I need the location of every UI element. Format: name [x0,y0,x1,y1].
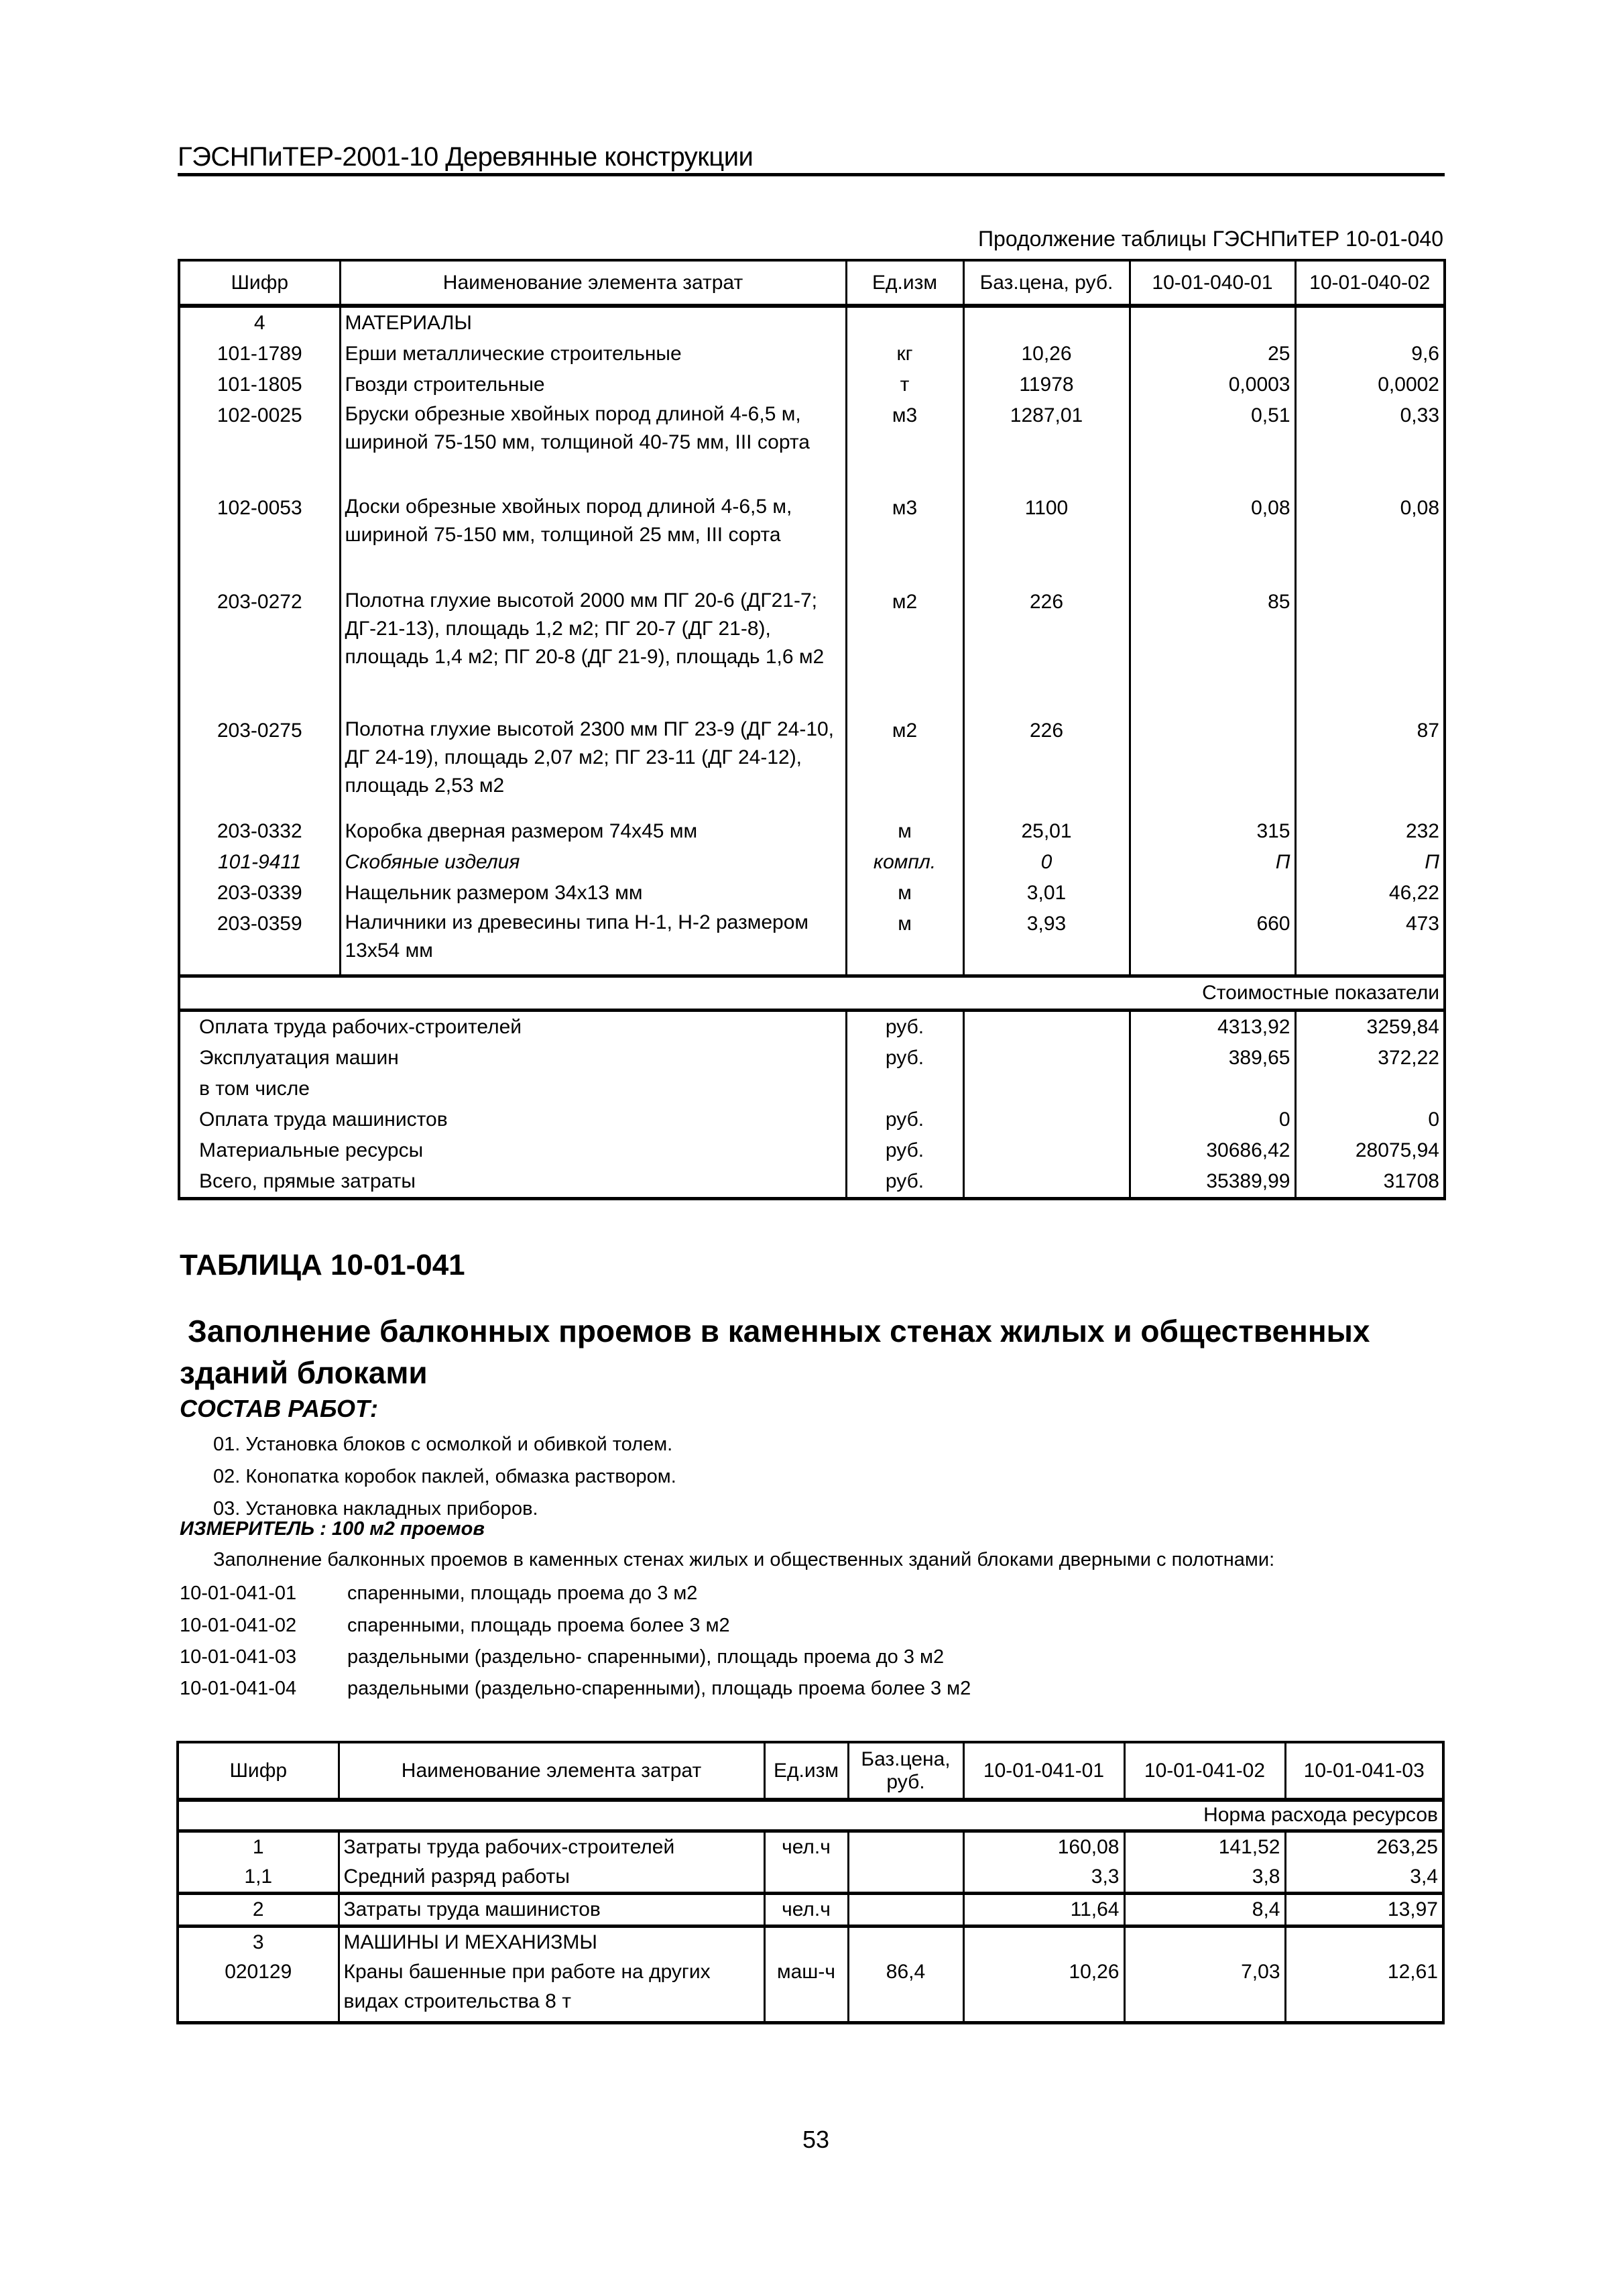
col-header-variant-2: 10-01-041-02 [1124,1742,1285,1800]
row-code: 3 [178,1926,339,1957]
summary-unit: руб. [846,1166,963,1199]
table-row [179,909,1445,976]
table-header-row [179,260,1445,306]
summary-name: Оплата труда машинистов [179,1104,846,1135]
col-header-variant-1: 10-01-040-01 [1130,260,1295,306]
row-code: 101-1805 [179,369,340,400]
row-value-2: 0,0002 [1295,369,1445,400]
row-value-1: 160,08 [963,1831,1124,1862]
col-header-price: Баз.цена, руб. [848,1742,963,1800]
row-name: Нащельник размером 34x13 мм [340,878,846,909]
table-row [179,369,1445,400]
row-price: 3,93 [963,909,1130,976]
summary-value-1: 0 [1130,1104,1295,1135]
variant-desc: раздельными (раздельно-спаренными), площадь проема более 3 м2 [347,1678,971,1699]
variant-desc: раздельными (раздельно- спаренными), площадь проема до 3 м2 [347,1646,945,1668]
resource-table-10-01-041 [176,1741,1445,2024]
row-value-2: 141,52 [1124,1831,1285,1862]
summary-value-1: 35389,99 [1130,1166,1295,1199]
row-name: Ерши металлические строительные [340,339,846,369]
col-header-variant-1: 10-01-041-01 [963,1742,1124,1800]
row-value-1 [1130,715,1295,816]
table-row [179,847,1445,878]
summary-unit: руб. [846,1010,963,1043]
summary-row [179,1166,1445,1199]
norm-caption-row [178,1800,1443,1831]
row-price [848,1862,963,1894]
table-header-row [178,1742,1443,1800]
summary-value-2: 28075,94 [1295,1135,1445,1166]
table-title: ТАБЛИЦА 10-01-041 [180,1249,465,1281]
table-subtitle-line-1: Заполнение балконных проемов в каменных стенах жилых и общественных [188,1314,1370,1348]
col-header-code: Шифр [179,260,340,306]
row-name: Полотна глухие высотой 2000 мм ПГ 20-6 (ДГ21-7; ДГ-21-13), площадь 1,2 м2; ПГ 20-7 (ДГ 21-8), площадь 1,4 м2; ПГ 20-8 (ДГ 21-9), площадь 1,6 м2 [340,587,846,715]
row-value-1: 25 [1130,339,1295,369]
row-price: 86,4 [848,1957,963,2023]
work-composition-heading: СОСТАВ РАБОТ: [180,1395,378,1422]
row-name: Полотна глухие высотой 2300 мм ПГ 23-9 (ДГ 24-10, ДГ 24-19), площадь 2,07 м2; ПГ 23-11 (ДГ 24-12), площадь 2,53 м2 [340,715,846,816]
row-price: 11978 [963,369,1130,400]
summary-value-2: 0 [1295,1104,1445,1135]
row-unit: м2 [846,587,963,715]
row-unit: м [846,909,963,976]
summary-unit: руб. [846,1104,963,1135]
row-unit: компл. [846,847,963,878]
row-value-2: 0,33 [1295,400,1445,493]
summary-unit: руб. [846,1043,963,1074]
row-unit: чел.ч [764,1893,848,1926]
table-row [179,878,1445,909]
summary-value-1: 30686,42 [1130,1135,1295,1166]
row-unit: м3 [846,493,963,587]
table-subtitle-line-2: зданий блоками [180,1355,428,1390]
summary-value-2 [1295,1074,1445,1104]
row-price: 25,01 [963,816,1130,847]
row-unit: м [846,816,963,847]
variant-code: 10-01-041-03 [180,1646,297,1668]
row-code: 020129 [178,1957,339,2023]
row-unit: чел.ч [764,1831,848,1862]
section-name: МАТЕРИАЛЫ [340,306,846,339]
col-header-name: Наименование элемента затрат [340,260,846,306]
summary-row [179,1043,1445,1074]
row-code: 203-0359 [179,909,340,976]
variant-desc: спаренными, площадь проема до 3 м2 [347,1583,698,1604]
table-row [178,1831,1443,1862]
table-row [179,715,1445,816]
row-name: Доски обрезные хвойных пород длиной 4-6,5 м, шириной 75-150 мм, толщиной 25 мм, III сорта [340,493,846,587]
summary-row [179,1074,1445,1104]
row-value-1: 315 [1130,816,1295,847]
section-code: 4 [179,306,340,339]
table-row [178,1862,1443,1894]
row-code: 102-0053 [179,493,340,587]
row-value-2: 9,6 [1295,339,1445,369]
row-value-3: 263,25 [1285,1831,1443,1862]
page-number: 53 [802,2126,830,2153]
row-value-2: 473 [1295,909,1445,976]
col-header-variant-3: 10-01-041-03 [1285,1742,1443,1800]
row-price [848,1893,963,1926]
row-value-1: 10,26 [963,1957,1124,2023]
work-item: 03. Установка накладных приборов. [213,1498,538,1519]
row-unit: м [846,878,963,909]
row-code: 102-0025 [179,400,340,493]
row-unit: кг [846,339,963,369]
row-price: 0 [963,847,1130,878]
row-value-1: 85 [1130,587,1295,715]
col-header-name: Наименование элемента затрат [339,1742,764,1800]
variant-code: 10-01-041-02 [180,1615,297,1636]
row-code: 101-1789 [179,339,340,369]
row-price: 226 [963,587,1130,715]
row-unit: м2 [846,715,963,816]
summary-name: Эксплуатация машин [179,1043,846,1074]
row-code: 203-0275 [179,715,340,816]
row-price [848,1831,963,1862]
col-header-unit: Ед.изм [846,260,963,306]
summary-name: Материальные ресурсы [179,1135,846,1166]
measurement-unit: ИЗМЕРИТЕЛЬ : 100 м2 проемов [180,1518,485,1540]
row-unit: м3 [846,400,963,493]
summary-unit [846,1074,963,1104]
row-name: Коробка дверная размером 74x45 мм [340,816,846,847]
table-row [179,339,1445,369]
summary-value-2: 3259,84 [1295,1010,1445,1043]
row-value-2: 87 [1295,715,1445,816]
summary-value-1: 389,65 [1130,1043,1295,1074]
row-code: 1 [178,1831,339,1862]
work-item: 02. Конопатка коробок паклей, обмазка раствором. [213,1466,676,1487]
row-unit: т [846,369,963,400]
row-value-2: 46,22 [1295,878,1445,909]
summary-name: в том числе [179,1074,846,1104]
row-price: 3,01 [963,878,1130,909]
table-row [178,1957,1443,2023]
row-name: Затраты труда машинистов [339,1893,764,1926]
section-row [179,306,1445,339]
summary-value-1: 4313,92 [1130,1010,1295,1043]
row-value-1: П [1130,847,1295,878]
col-header-price: Баз.цена, руб. [963,260,1130,306]
row-name: МАШИНЫ И МЕХАНИЗМЫ [339,1926,764,1957]
summary-row [179,1135,1445,1166]
resource-table-10-01-040 [178,259,1446,1200]
cost-caption-row [179,976,1445,1010]
header-rule [178,173,1445,176]
row-code: 2 [178,1893,339,1926]
row-value-1: 660 [1130,909,1295,976]
row-value-2 [1295,587,1445,715]
table-row [179,816,1445,847]
cost-caption: Стоимостные показатели [179,976,1445,1010]
row-code: 203-0272 [179,587,340,715]
norm-caption: Норма расхода ресурсов [178,1800,1443,1831]
row-value-1: 0,08 [1130,493,1295,587]
row-value-1: 0,0003 [1130,369,1295,400]
row-value-2: 3,8 [1124,1862,1285,1894]
row-price: 1100 [963,493,1130,587]
running-head: ГЭСНПиТЕР-2001-10 Деревянные конструкции [178,142,754,172]
row-unit [764,1862,848,1894]
row-name: Наличники из древесины типа Н-1, Н-2 размером 13x54 мм [340,909,846,976]
row-name: Бруски обрезные хвойных пород длиной 4-6,5 м, шириной 75-150 мм, толщиной 40-75 мм, III сорта [340,400,846,493]
summary-row [179,1010,1445,1043]
col-header-variant-2: 10-01-040-02 [1295,260,1445,306]
row-value-2: 0,08 [1295,493,1445,587]
work-item: 01. Установка блоков с осмолкой и обивкой толем. [213,1434,673,1455]
row-unit: маш-ч [764,1957,848,2023]
row-value-1 [1130,878,1295,909]
summary-name: Всего, прямые затраты [179,1166,846,1199]
row-value-2: П [1295,847,1445,878]
summary-value-2: 31708 [1295,1166,1445,1199]
row-value-1: 0,51 [1130,400,1295,493]
row-code: 203-0332 [179,816,340,847]
col-header-unit: Ед.изм [764,1742,848,1800]
variant-code: 10-01-041-04 [180,1678,297,1699]
row-value-3: 12,61 [1285,1957,1443,2023]
row-code: 101-9411 [179,847,340,878]
summary-unit: руб. [846,1135,963,1166]
table-row [178,1893,1443,1926]
table-row [179,493,1445,587]
row-code: 1,1 [178,1862,339,1894]
summary-value-1 [1130,1074,1295,1104]
table-row [179,587,1445,715]
summary-value-2: 372,22 [1295,1043,1445,1074]
row-code: 203-0339 [179,878,340,909]
row-name: Гвозди строительные [340,369,846,400]
row-name: Краны башенные при работе на других видах строительства 8 т [339,1957,764,2023]
intro-text: Заполнение балконных проемов в каменных стенах жилых и общественных зданий блоками дверными с полотнами: [213,1549,1275,1570]
variant-desc: спаренными, площадь проема более 3 м2 [347,1615,730,1636]
row-value-3: 13,97 [1285,1893,1443,1926]
row-value-2: 8,4 [1124,1893,1285,1926]
col-header-code: Шифр [178,1742,339,1800]
section-row [178,1926,1443,1957]
row-value-2: 232 [1295,816,1445,847]
variant-code: 10-01-041-01 [180,1583,297,1604]
row-price: 1287,01 [963,400,1130,493]
row-price: 226 [963,715,1130,816]
summary-name: Оплата труда рабочих-строителей [179,1010,846,1043]
row-name: Затраты труда рабочих-строителей [339,1831,764,1862]
summary-row [179,1104,1445,1135]
table-row [179,400,1445,493]
row-price: 10,26 [963,339,1130,369]
row-name: Средний разряд работы [339,1862,764,1894]
row-value-1: 3,3 [963,1862,1124,1894]
continuation-caption: Продолжение таблицы ГЭСНПиТЕР 10-01-040 [978,227,1443,251]
row-value-3: 3,4 [1285,1862,1443,1894]
row-value-1: 11,64 [963,1893,1124,1926]
row-value-2: 7,03 [1124,1957,1285,2023]
row-name: Скобяные изделия [340,847,846,878]
